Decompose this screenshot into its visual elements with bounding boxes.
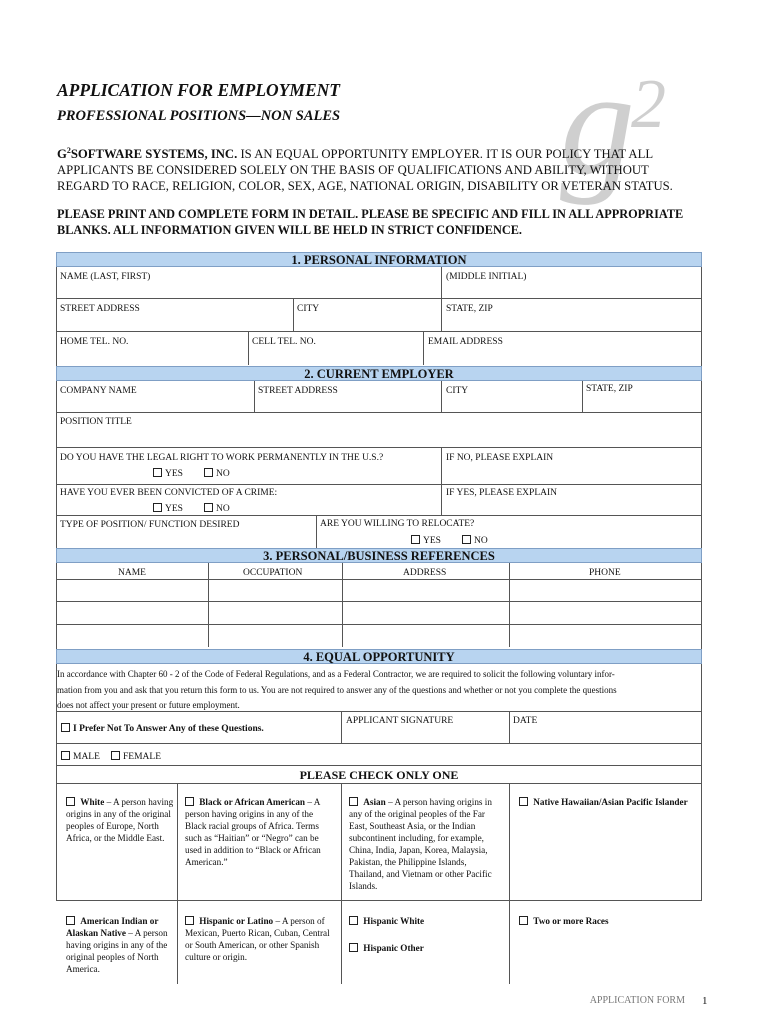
convicted-no-option[interactable]: NO	[204, 503, 230, 514]
checkbox-icon[interactable]	[66, 916, 75, 925]
convicted-explain-field[interactable]	[442, 498, 701, 515]
race-american-indian-option[interactable]: American Indian or Alaskan Native – A person having origins in any of the original peoples of North America.	[66, 916, 168, 974]
label-convicted: HAVE YOU EVER BEEN CONVICTED OF A CRIME:	[60, 488, 278, 498]
checkbox-icon[interactable]	[519, 797, 528, 806]
checkbox-icon[interactable]	[349, 797, 358, 806]
label-city: CITY	[297, 304, 320, 314]
city-field[interactable]	[294, 314, 441, 331]
label-middle-initial: (MIDDLE INITIAL)	[446, 272, 527, 282]
label-name: NAME (LAST, FIRST)	[60, 272, 151, 282]
ref-col-phone: PHONE	[589, 568, 621, 578]
divider	[56, 743, 702, 744]
section-header-employer: 2. CURRENT EMPLOYER	[56, 366, 702, 381]
race-white-option[interactable]: White – A person having origins in any of the original peoples of Europe, North Africa, or the Middle East.	[66, 797, 174, 843]
divider	[56, 765, 702, 766]
divider	[341, 784, 342, 984]
home-tel-field[interactable]	[57, 347, 248, 365]
date-field[interactable]	[510, 726, 701, 742]
label-convicted-explain: IF YES, PLEASE EXPLAIN	[446, 488, 558, 498]
race-hispanic-white-option[interactable]: Hispanic White	[349, 915, 501, 927]
divider	[56, 484, 702, 485]
checkbox-icon[interactable]	[204, 503, 213, 512]
check-only-one-heading: PLEASE CHECK ONLY ONE	[299, 768, 459, 782]
label-employer-street: STREET ADDRESS	[258, 386, 338, 396]
eeo-paragraph-line-2: mation from you and ask that you return this form to us. You are not required to answer any of the questions and whether or not you complete the questions	[57, 685, 617, 695]
divider	[56, 711, 702, 712]
label-legal-explain: IF NO, PLEASE EXPLAIN	[446, 453, 554, 463]
divider	[56, 900, 702, 901]
race-hispanic-other-option[interactable]: Hispanic Other	[349, 942, 501, 954]
label-company: COMPANY NAME	[60, 386, 137, 396]
race-black-option[interactable]: Black or African American – A person having origins in any of the Black racial groups of Africa. Terms such as “Haitian” or “Negro” can be used in addition to “Black or African American.”	[185, 797, 321, 867]
male-option[interactable]: MALE	[61, 751, 100, 762]
section-header-equal-opportunity: 4. EQUAL OPPORTUNITY	[56, 649, 702, 664]
divider	[56, 412, 702, 413]
label-relocate: ARE YOU WILLING TO RELOCATE?	[320, 519, 475, 529]
checkbox-icon[interactable]	[61, 751, 70, 760]
eeo-paragraph-line-3: does not affect your present or future employment.	[57, 700, 240, 710]
form-right-border	[701, 267, 702, 900]
street-field[interactable]	[57, 314, 293, 331]
table-row[interactable]	[57, 625, 701, 647]
label-legal-right: DO YOU HAVE THE LEGAL RIGHT TO WORK PERMANENTLY IN THE U.S.?	[60, 453, 384, 463]
race-asian-option[interactable]: Asian – A person having origins in any of the original peoples of the Far East, Southeast Asia, or the Indian subcontinent including, for example, China, India, Japan, Korea, Malaysia, Pakistan, the Philippine Islands, Thailand, and Vietnam or other Pacific Islands.	[349, 797, 492, 891]
instructions: PLEASE PRINT AND COMPLETE FORM IN DETAIL. PLEASE BE SPECIFIC AND FILL IN ALL APPROPRIATE BLANKS. ALL INFORMATION GIVEN WILL BE HELD IN STRICT CONFIDENCE.	[57, 207, 684, 237]
relocate-no-option[interactable]: NO	[462, 535, 488, 546]
female-option[interactable]: FEMALE	[111, 751, 161, 762]
checkbox-icon[interactable]	[204, 468, 213, 477]
checkbox-icon[interactable]	[519, 916, 528, 925]
form-title: APPLICATION FOR EMPLOYMENT	[57, 80, 340, 100]
eo-statement: $G^2SOFTWARE$ SYSTEMS, INC. IS AN EQUAL OPPORTUNITY EMPLOYER. IT IS OUR POLICY THAT ALL APPLICANTS BE CONSIDERED SOLELY ON THE BASIS OF QUALIFICATIONS AND ABILITY, WITHOUT REGARD TO RACE, RELIGION, COLOR, SEX, AGE, NATIONAL ORIGIN, DISABILITY OR VETERAN STATUS.	[57, 146, 673, 194]
state-zip-field[interactable]	[442, 314, 701, 331]
divider	[56, 447, 702, 448]
race-two-or-more-option[interactable]: Two or more Races	[519, 915, 689, 927]
company-logo: $g^2$	[560, 40, 662, 206]
checkbox-icon[interactable]	[411, 535, 420, 544]
section-header-references: 3. PERSONAL/BUSINESS REFERENCES	[56, 548, 702, 563]
divider	[56, 298, 702, 299]
middle-initial-field[interactable]	[442, 282, 701, 298]
label-position-desired: TYPE OF POSITION/ FUNCTION DESIRED	[60, 520, 240, 530]
table-row[interactable]	[57, 580, 701, 601]
label-state-zip: STATE, ZIP	[446, 304, 493, 314]
divider	[316, 516, 317, 548]
label-date: DATE	[513, 716, 538, 726]
page-number: 1	[702, 995, 708, 1007]
checkbox-icon[interactable]	[349, 916, 358, 925]
footer-label: APPLICATION FORM	[589, 995, 685, 1006]
checkbox-icon[interactable]	[185, 797, 194, 806]
prefer-not-answer-option[interactable]: I Prefer Not To Answer Any of these Questions.	[61, 723, 264, 734]
position-desired-field[interactable]	[57, 530, 316, 548]
race-native-hawaiian-option[interactable]: Native Hawaiian/Asian Pacific Islander	[519, 796, 689, 808]
label-email: EMAIL ADDRESS	[428, 337, 503, 347]
divider	[177, 784, 178, 984]
checkbox-icon[interactable]	[462, 535, 471, 544]
checkbox-icon[interactable]	[61, 723, 70, 732]
label-position-title: POSITION TITLE	[60, 417, 132, 427]
relocate-yes-option[interactable]: YES	[411, 535, 441, 546]
name-field[interactable]	[57, 282, 441, 298]
checkbox-icon[interactable]	[185, 916, 194, 925]
legal-explain-field[interactable]	[442, 465, 701, 484]
eeo-paragraph-line-1: In accordance with Chapter 60 - 2 of the Code of Federal Regulations, and as a Federal Contractor, we are required to solicit the following voluntary infor-	[57, 669, 615, 679]
race-hispanic-latino-option[interactable]: Hispanic or Latino – A person of Mexican, Puerto Rican, Cuban, Central or South American, or other Spanish culture or origin.	[185, 916, 330, 962]
legal-yes-option[interactable]: YES	[153, 468, 183, 479]
label-employer-state-zip: STATE, ZIP	[586, 384, 633, 394]
company-field[interactable]	[57, 396, 254, 412]
checkbox-icon[interactable]	[349, 943, 358, 952]
checkbox-icon[interactable]	[153, 503, 162, 512]
divider	[56, 783, 702, 784]
checkbox-icon[interactable]	[111, 751, 120, 760]
cell-tel-field[interactable]	[249, 347, 423, 365]
position-title-field[interactable]	[57, 427, 701, 447]
form-subtitle: PROFESSIONAL POSITIONS—NON SALES	[57, 108, 341, 124]
ref-col-occupation: OCCUPATION	[243, 568, 303, 578]
label-cell-tel: CELL TEL. NO.	[252, 337, 316, 347]
label-employer-city: CITY	[446, 386, 469, 396]
legal-no-option[interactable]: NO	[204, 468, 230, 479]
label-street: STREET ADDRESS	[60, 304, 140, 314]
table-row[interactable]	[57, 602, 701, 624]
label-signature: APPLICANT SIGNATURE	[346, 716, 454, 726]
employer-street-field[interactable]	[255, 396, 441, 412]
email-field[interactable]	[424, 347, 701, 365]
convicted-yes-option[interactable]: YES	[153, 503, 183, 514]
employer-city-field[interactable]	[442, 396, 582, 412]
divider	[509, 784, 510, 984]
checkbox-icon[interactable]	[66, 797, 75, 806]
section-header-personal: 1. PERSONAL INFORMATION	[56, 252, 702, 267]
ref-col-address: ADDRESS	[403, 568, 447, 578]
divider	[56, 515, 702, 516]
signature-field[interactable]	[342, 726, 509, 742]
label-home-tel: HOME TEL. NO.	[60, 337, 129, 347]
employer-state-zip-field[interactable]	[583, 396, 701, 412]
ref-col-name: NAME	[118, 568, 146, 578]
checkbox-icon[interactable]	[153, 468, 162, 477]
divider	[56, 331, 702, 332]
